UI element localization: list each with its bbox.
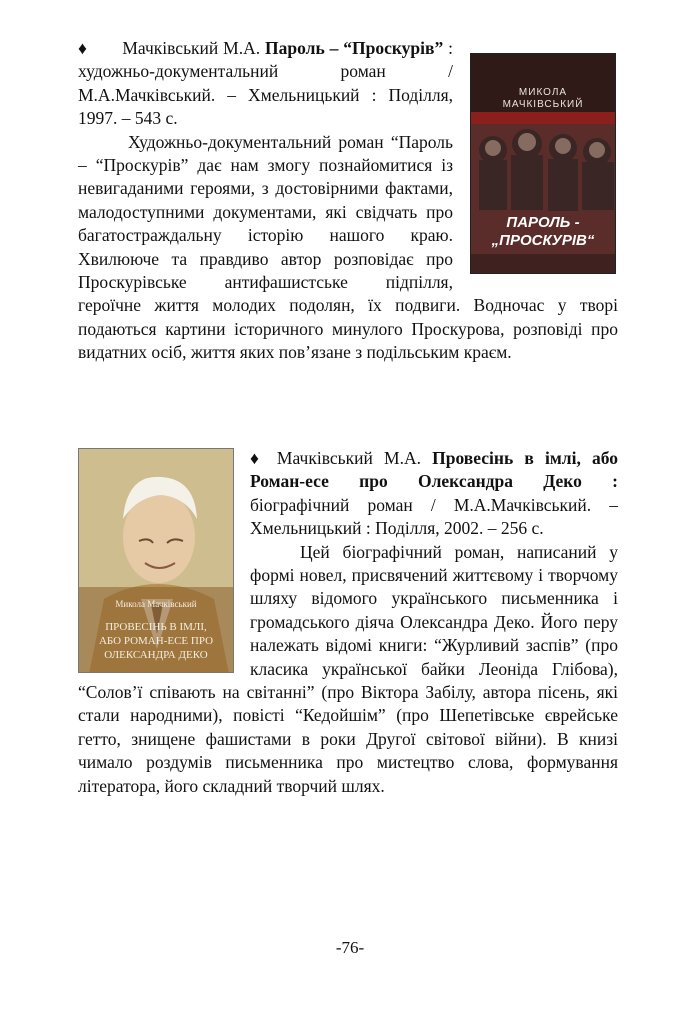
annotation-2: Цей біографічний роман, написаний у формі новел, присвячений життєвому і творчому шляху відомого українського письменника і громадського діяча Олександра Деко. Його перу належать відомі книги: “Журливий заспів” (про класика української байки Леоніда Глібова), “Солов’ї співають на світанні” (про Віктора Забілу, автора пісень, які стали народними), повісті “Кедойшім” (про Шепетівське єврейське гетто, знищене фашистами в роки Другої світової війни). В книзі чимало роздумів письменника про мистецтво слова, формування літератора, його складний творчий шлях. [78, 541, 618, 796]
cover-1-author: МИКОЛА МАЧКІВСЬКИЙ [502, 87, 584, 110]
annotation-1: Художньо-документальний роман “Пароль – “Проскурів” дає нам змогу познайомитися із невигаданими героями, з достовірними фактами, малодоступними документами, які свідчать про багатостраждальну історію нашого краю. Хвилююче та правдиво автор розповідає про Проскурівське антифашистське підпілля, героїчне життя молодих подолян, їх подвиги. Водночас у творі подаються картини історичного минулого Проскурова, розповіді про видатних осіб, життя яких пов’язане з подільським краєм. [78, 131, 618, 363]
cover-1-title-line-2: „ПРОСКУРІВ“ [491, 232, 595, 249]
cover-2-title-line-3: ОЛЕКСАНДРА ДЕКО [104, 649, 208, 661]
book-title: Провесінь в імлі, або Роман-есе про Олександра Деко : [250, 448, 619, 492]
cover-2-title-line-1: ПРОВЕСІНЬ В ІМЛІ, [105, 621, 207, 633]
bullet-marker: ♦ [250, 448, 266, 468]
author: Мачківський М.А. [122, 38, 261, 58]
page-number: -76- [335, 938, 365, 957]
cover-2-author: Микола Мачківський [115, 599, 197, 609]
cover-2-title-line-2: АБО РОМАН-ЕСЕ ПРО [98, 635, 214, 647]
book-description: біографічний роман / М.А.Мачківський. – Хмельницький : Поділля, 2002. – 256 с. [250, 494, 618, 539]
cover-1-title-line-1: ПАРОЛЬ - [506, 214, 580, 231]
book-cover-1 [470, 53, 616, 274]
author: Мачківський М.А. [276, 448, 421, 468]
book-description: : художньо-документальний роман / М.А.Мачківський. – Хмельницький : Поділля, 1997. – 543 с. [78, 38, 453, 129]
bullet-marker: ♦ [78, 38, 88, 58]
book-cover-2 [78, 448, 234, 673]
book-title: Пароль – “Проскурів” [265, 38, 444, 58]
